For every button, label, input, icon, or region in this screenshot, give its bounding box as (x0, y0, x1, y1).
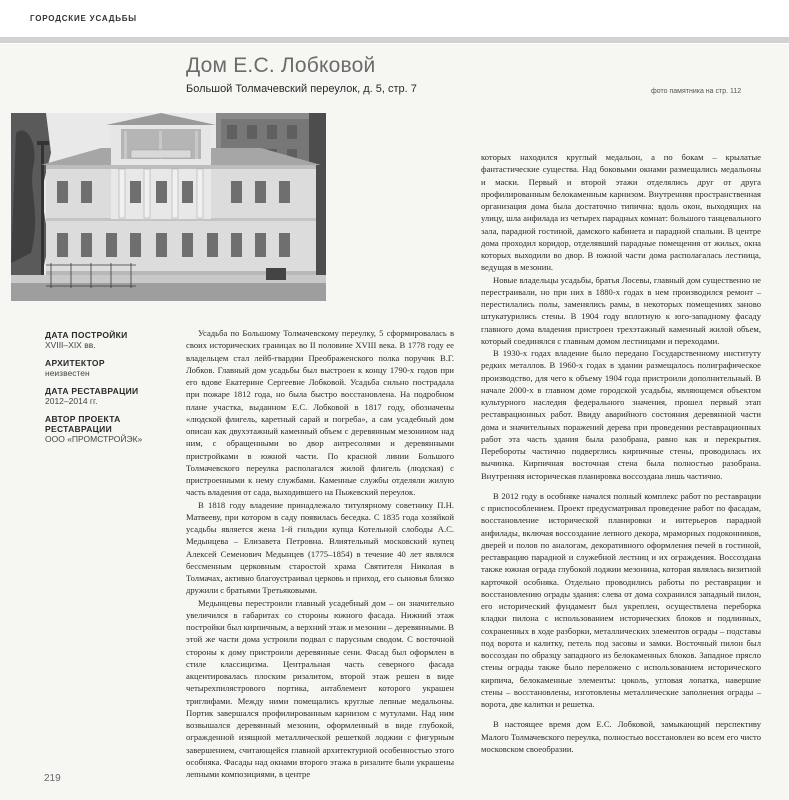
paragraph: Усадьба по Большому Толмачевскому переулку, 5 сформировалась в своих исторических границах во II половине XVIII века. В 1778 году ее владельцем стал лейб-гвардии Преображенского полка поручик В.Г. Лобков. Главный дом усадьбы был выстроен к концу 1790-х годов при его вдове Екатерине Сергеевне Лобковой. Усадьба сильно пострадала при пожаре 1812 года, но была быстро восстановлена. На подробном плане участка, выданном Е.С. Лобковой в 1817 году, обозначены «людской флигель, каретный сарай и погреба», а сам усадебный дом описан как двухэтажный каменный объем с деревянным мезонином над ним, с обращенными во двор антресолями и деревянными пристройками в южной части. По красной линии Большого Толмачевского переулка располагался жилой флигель (людская) с пристроенными к нему службами. Каменные службы отделяли жилую часть владения от сада, выходившего на Пыжевский переулок. (186, 328, 454, 498)
page-title: Дом Е.С. Лобковой (186, 54, 376, 77)
section-title: ГОРОДСКИЕ УСАДЬБЫ (30, 14, 137, 23)
meta-label: АВТОР ПРОЕКТА РЕСТАВРАЦИИ (45, 414, 121, 434)
meta-label: ДАТА ПОСТРОЙКИ (45, 330, 128, 340)
meta-restoration-date (45, 386, 175, 406)
meta-restoration-author (45, 414, 175, 444)
building-photo (11, 113, 326, 301)
meta-value: ООО «ПРОМСТРОЙЭК» (45, 434, 143, 444)
paragraph: Новые владельцы усадьбы, братья Лосевы, главный дом существенно не перестраивали, но при них в 1880-х годах в нем производился ремонт – перестилались полы, заменялись рамы, в некоторых помещениях заново штукатурились стены. В 1904 году вплотную к юго-западному фасаду главного дома владения пристроен трехэтажный каменный жилой объем, который соединялся с главным домом лестницами и переходами. (481, 274, 761, 346)
meta-value: 2012–2014 гг. (45, 396, 98, 406)
paragraph: В настоящее время дом Е.С. Лобковой, замыкающий перспективу Малого Толмачевского переулка, полностью восстановлен во всем его чисто московском своеобразии. (481, 719, 761, 754)
paragraph: которых находился круглый медальон, а по бокам – крылатые фантастические существа. Над боковыми окнами размещались медальоны и маски. Первый и второй этажи отделялись друг от друга профилированным белокаменным карнизом. Внутренняя пространственная организация дома была достаточно типична: вдоль окон, выходящих на улицу, шла анфилада из четырех парадных комнат: большого танцевального зала, парадной гостиной, дамского кабинета и парадной спальни. В центре дома проходил коридор, отделявший парадные помещения от жилых, окна которых выходили во двор. В южной части дома располагалась лестница, ведущая в мезонин. (481, 152, 761, 273)
paragraph: В 2012 году в особняке начался полный комплекс работ по реставрации с приспособлением. Проект предусматривал проведение работ по фасадам, восстановление исторической планировки и интерьеров парадной анфилады, включая воссоздание лепного декора, мраморных подоконников, дверей и полов по аналогам, декоративного оформления печей в гостиной, реставрацию парадной и служебной лестниц и их ограждения. Воссоздана также южная ограда глубокой лоджии мезонина, которая являлась визитной карточкой особняка. Отдельно проводились работы по реставрации и восстановлению ограды здания: слева от дома сохранился западный пилон, его исторический фундамент был укреплен, осуществлена переборка кладки пилона с использованием исторических блоков и подлинных, сохраненных в ходе разборки, металлических элементов ограды – подставы под ворота и калитку, петель под засовы и замки. Восточный пилон был воссоздан по образцу западного из белокаменных блоков. Западное прясло стены ограды также было переложено с использованием исторического кирпича, белокаменные элементы: цоколь, угловая лопатка, навершие стены – восстановлены, изготовлены металлические заполнения ограды – ворота, две калитки и решетка. (481, 490, 761, 709)
building-photo-illustration (11, 113, 326, 301)
meta-value: неизвестен (45, 368, 90, 378)
meta-value: XVIII–XIX вв. (45, 340, 96, 350)
body-column-left (186, 327, 454, 780)
paragraph: Медынцевы перестроили главный усадебный дом – он значительно увеличился в габаритах со стороны южного фасада. Нижний этаж постройки был кирпичным, а верхний этаж и мезонин – деревянными. В этой же части дома устроили подвал с парусным сводом. С восточной стороны к дому пристроили деревянные сени. Фасад был оформлен в стиле классицизма. Центральная часть северного фасада акцентировалась плоским ризалитом, второй этаж решен в виде четырехпилястрового портика, антаблемент которого украшен триглифами. Между ними помещались круглые лепные медальоны. Портик завершался профилированным карнизом с мутулами. Над ним возвышался деревянный мезонин, оформленный в виде глубокой, огражденной изящной металлической решеткой лоджии с фигурным завершением, считающейся главной архитектурной особенностью этого особняка. Фасады над окнами второго этажа в ризалите были украшены лепными композициями, в центре (186, 597, 454, 779)
header-rule (0, 37, 789, 43)
paragraph: В 1930-х годах владение было передано Государственному институту редких металлов. В 1960-х годах в здании размещалось полиграфическое производство, для чего к объему 1904 года пристроили дополнительный. В начале 2000-х в главном доме городской усадьбы, являющемся объектом культурного наследия федерального значения, прошел первый этап реставрационных работ. Ввиду аварийного состояния деревянной части дома и значительных поражений дерева при проведении реставрационных работ эта часть здания была разобрана, равно как и перекрытия. Перебороты частично подверглись кирпичные стены, проводилась их вычинка. Кирпичная восточная стена была полностью разобрана. Внутренняя историческая планировка воссоздана лишь частично. (481, 348, 761, 481)
paragraph: В 1818 году владение принадлежало титулярному советнику П.Н. Матвееву, при котором в саду появилась беседка. С 1835 года хозяйкой усадьбы является жена 1-й гильдии купца Котельной слободы А.С. Медынцева – Елизавета Петровна. Влиятельный московский купец Алексей Семенович Медынцев (1775–1854) в течение 40 лет являлся бессменным церковным старостой храма Святителя Николая в Толмачах, активно благоустраивал церковь и приход, его сыновья близко дружили с братьями Третьяковыми. (186, 499, 454, 596)
meta-construction-date (45, 330, 175, 350)
metadata-panel (45, 330, 175, 452)
page-header (0, 0, 789, 44)
address-subtitle: Большой Толмачевский переулок, д. 5, стр. 7 (186, 83, 417, 95)
page-number: 219 (44, 773, 61, 784)
meta-architect (45, 358, 175, 378)
meta-label: ДАТА РЕСТАВРАЦИИ (45, 386, 139, 396)
photo-reference: фото памятника на стр. 112 (651, 88, 742, 95)
meta-label: АРХИТЕКТОР (45, 358, 105, 368)
body-column-right (481, 151, 761, 755)
